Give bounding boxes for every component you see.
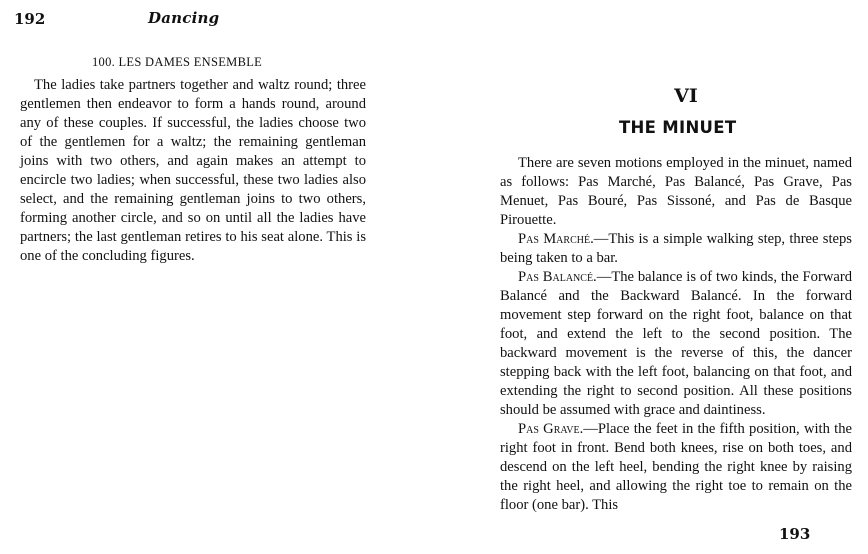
term-pas-grave: Pas Grave. bbox=[518, 421, 584, 437]
chapter-title: THE MINUET bbox=[619, 118, 737, 137]
paragraph-pas-marche bbox=[500, 230, 852, 268]
section-heading: 100. LES DAMES ENSEMBLE bbox=[92, 55, 263, 69]
term-pas-marche: Pas Marché. bbox=[518, 231, 594, 247]
right-page bbox=[434, 0, 868, 554]
text-pas-balance: —The balance is of two kinds, the Forward Balancé and the Backward Balancé. In the forward movement step forward on the right foot, balance on that foot, and extend the left to the second position. The backward movement is the reverse of this, the dancer stepping back with the left foot, balancing on that foot, and extending the right to second position. All these positions should be assumed with grace and daintiness. bbox=[500, 269, 852, 418]
paragraph-pas-grave bbox=[500, 420, 852, 515]
term-pas-balance: Pas Balancé. bbox=[518, 269, 597, 285]
text-pas-marche: —This is a simple walking step, three steps being taken to a bar. bbox=[500, 231, 852, 266]
page-number-left: 192 bbox=[14, 10, 46, 28]
paragraph-les-dames: The ladies take partners together and waltz round; three gentlemen then endeavor to form a hands round, around any of these couples. If successful, the ladies choose two of the gentlemen for a waltz; the remaining gentleman joins with two others, and again makes an attempt to encircle two ladies; when successful, these two ladies also select, and the remaining gentleman joins to two others, forming another circle, and so on until all the ladies have partners; the last gentleman retires to his seat alone. This is one of the concluding figures. bbox=[20, 77, 366, 264]
text-pas-grave: —Place the feet in the fifth position, with the right foot in front. Bend both knees, rise on both toes, and descend on the left heel, bending the right knee by raising the right heel, and allowing the right toe to remain on the floor (one bar). This bbox=[500, 421, 852, 513]
paragraph-intro: There are seven motions employed in the minuet, named as follows: Pas Marché, Pas Balancé, Pas Grave, Pas Menuet, Pas Bouré, Pas Sissoné, and Pas de Basque Pirouette. bbox=[500, 155, 852, 228]
chapter-numeral: VI bbox=[674, 85, 698, 107]
running-head: Dancing bbox=[148, 9, 220, 27]
page-number-right: 193 bbox=[779, 525, 811, 543]
left-body bbox=[20, 76, 366, 266]
paragraph-pas-balance bbox=[500, 268, 852, 420]
right-body bbox=[500, 154, 852, 515]
